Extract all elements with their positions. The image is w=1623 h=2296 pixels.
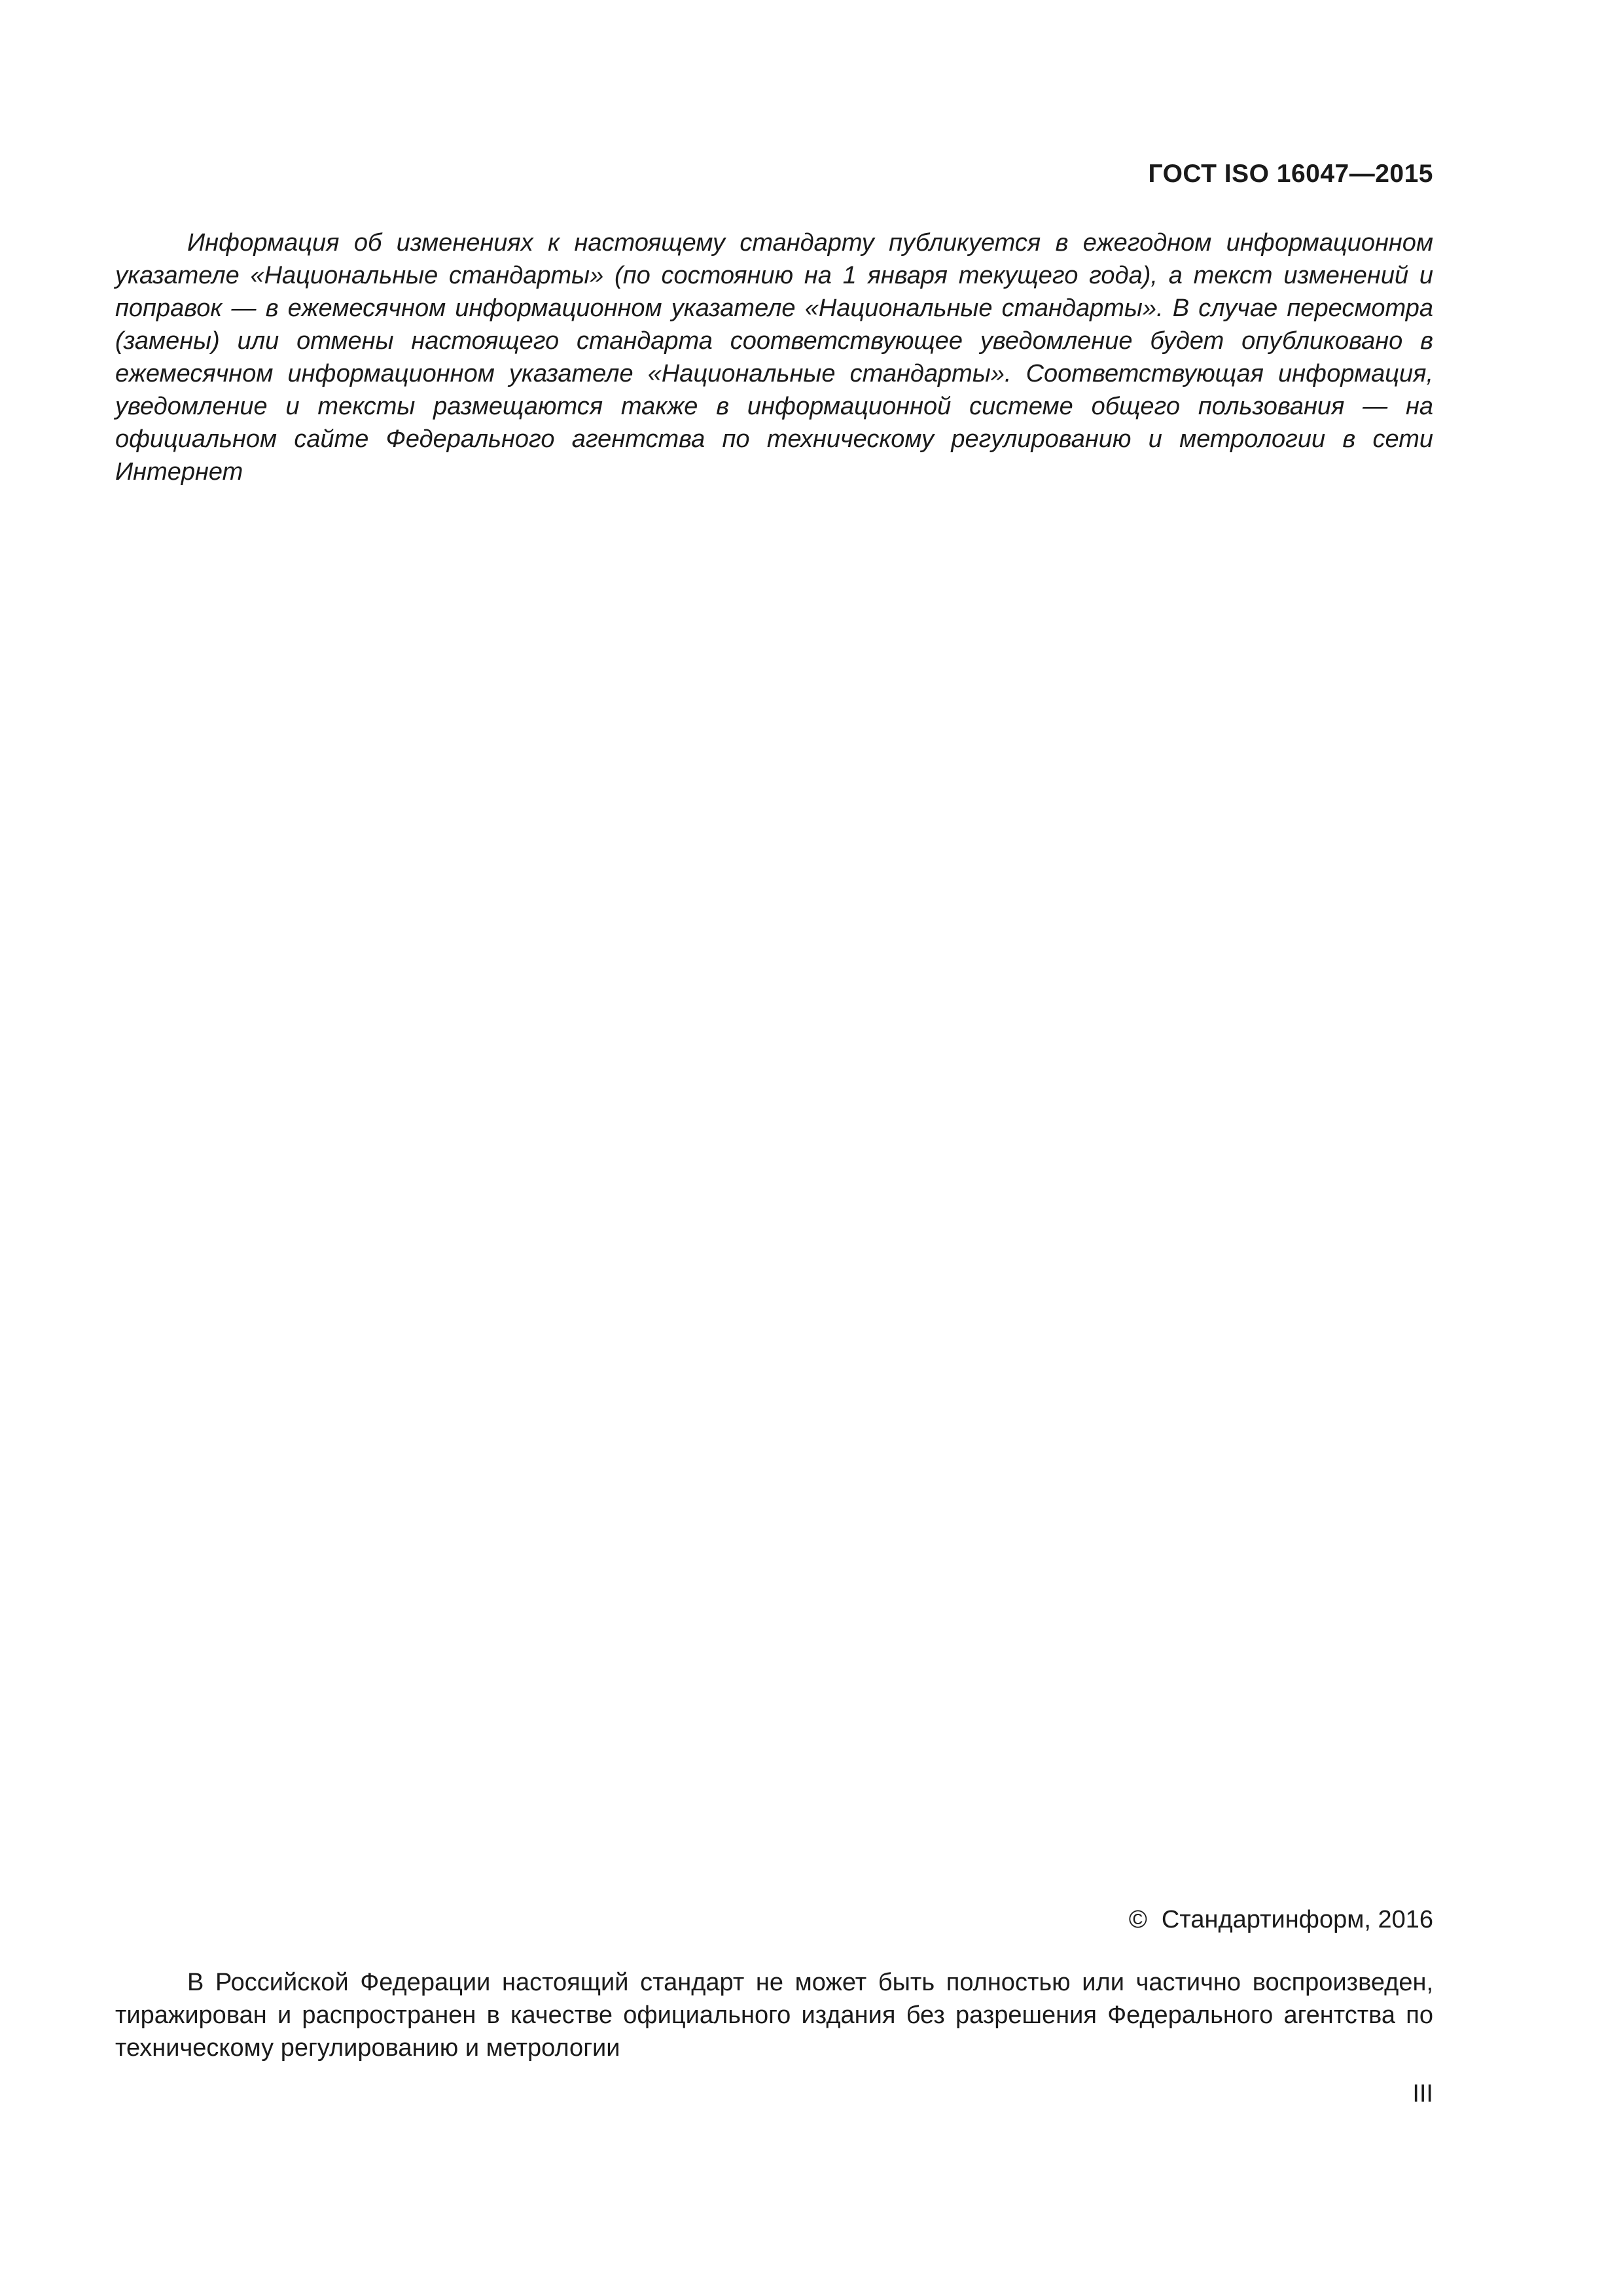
reproduction-rights-paragraph: В Российской Федерации настоящий стандарт не может быть полностью или частично воспроизведен, тиражирован и распространен в качестве официального издания без разрешения Федерального агентства по техническому регулированию и метрологии [115,1969,1433,2062]
copyright-notice [1129,1906,1433,1934]
document-code: ГОСТ ISO 16047—2015 [1148,160,1433,188]
copyright-text: Стандартинформ, 2016 [1161,1906,1433,1933]
page-number: III [1412,2080,1433,2108]
amendment-info-paragraph: Информация об изменениях к настоящему стандарту публикуется в ежегодном информационном указателе «Национальные стандарты» (по состоянию на 1 января текущего года), а текст изменений и поправок — в ежемесячном информационном указателе «Национальные стандарты». В случае пересмотра (замены) или отмены настоящего стандарта соответствующее уведомление будет опубликовано в ежемесячном информационном указателе «Национальные стандарты». Соответствующая информация, уведомление и тексты размещаются также в информационной системе общего пользования — на официальном сайте Федерального агентства по техническому регулированию и метрологии в сети Интернет [115,229,1433,486]
copyright-icon: © [1128,1906,1147,1933]
